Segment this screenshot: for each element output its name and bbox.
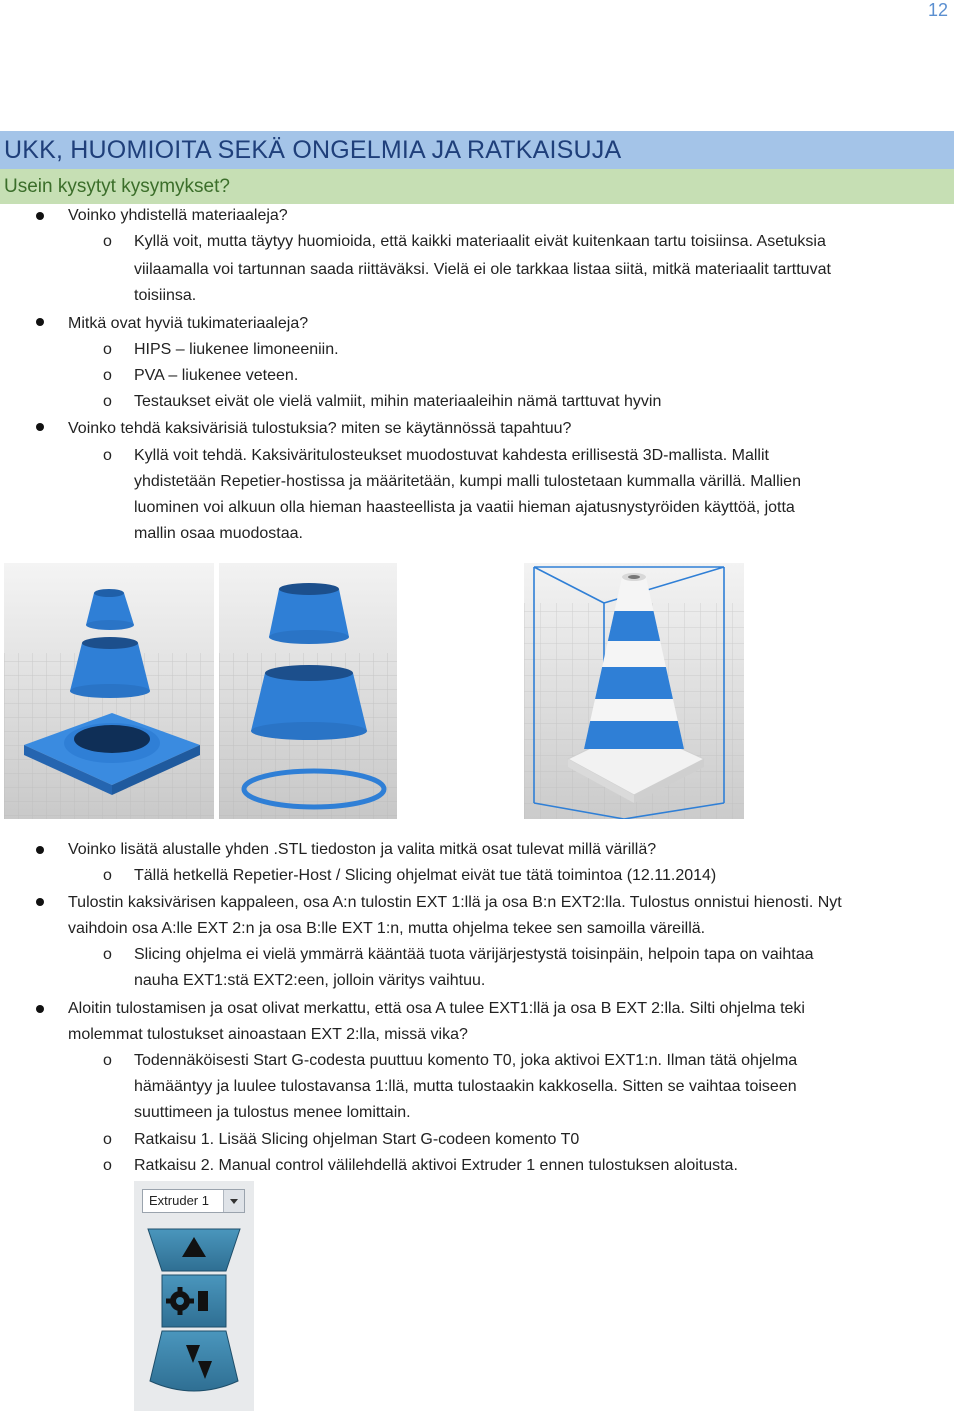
answer-line: Kyllä voit, mutta täytyy huomioida, että kaikki materiaalit eivät kuitenkaan tartu toisiinsa. Asetuksia (134, 233, 826, 250)
bullet-dot (36, 1005, 44, 1013)
sub-bullet: o (103, 447, 112, 464)
bullet-dot (36, 846, 44, 854)
question-line: Voinko lisätä alustalle yhden .STL tiedoston ja valita mitkä osat tulevat millä värillä? (68, 841, 657, 858)
answer-line: Testaukset eivät ole vielä valmiit, mihin materiaaleihin nämä tarttuvat hyvin (134, 393, 662, 410)
question-line: Voinko yhdistellä materiaaleja? (68, 207, 288, 224)
bullet-dot (36, 898, 44, 906)
chevron-down-icon[interactable] (223, 1190, 244, 1212)
answer-line: suuttimeen ja tulostus menee lomittain. (134, 1104, 411, 1121)
sub-bullet: o (103, 233, 112, 250)
section-subtitle: Usein kysytyt kysymykset? (4, 176, 230, 197)
cone-parts-image-1 (4, 563, 214, 819)
answer-line: mallin osaa muodostaa. (134, 525, 303, 542)
answer-line: Kyllä voit tehdä. Kaksiväritulosteukset muodostuvat kahdesta erillisestä 3D-mallista. Mallit (134, 447, 769, 464)
answer-line: Ratkaisu 2. Manual control välilehdellä aktivoi Extruder 1 ennen tulostuksen aloitusta. (134, 1157, 738, 1174)
answer-line: PVA – liukenee veteen. (134, 367, 299, 384)
sub-bullet: o (103, 867, 112, 884)
sub-bullet: o (103, 341, 112, 358)
question-line: Voinko tehdä kaksivärisiä tulostuksia? miten se käytännössä tapahtuu? (68, 420, 572, 437)
answer-line: HIPS – liukenee limoneeniin. (134, 341, 339, 358)
cone-parts-render-2 (219, 563, 397, 819)
cone-striped-render (524, 563, 744, 819)
sub-bullet: o (103, 367, 112, 384)
question-line: molemmat tulostukset ainoastaan EXT 2:lla, missä vika? (68, 1026, 468, 1043)
answer-line: Slicing ohjelma ei vielä ymmärrä kääntää tuota värijärjestystä toisinpäin, helpoin tapa on vaihtaa (134, 946, 814, 963)
question-line: Mitkä ovat hyviä tukimateriaaleja? (68, 315, 309, 332)
bullet-dot (36, 423, 44, 431)
extruder-select[interactable] (142, 1189, 245, 1213)
extruder-select-value: Extruder 1 (149, 1193, 209, 1208)
answer-line: viilaamalla voi tartunnan saada riittäväksi. Vielä ei ole tarkkaa listaa siitä, mitkä materiaalit tarttuvat (134, 261, 831, 278)
sub-bullet: o (103, 1157, 112, 1174)
bullet-dot (36, 212, 44, 220)
extruder-control-panel (134, 1181, 254, 1411)
section-heading (0, 131, 954, 169)
answer-line: Ratkaisu 1. Lisää Slicing ohjelman Start G-codeen komento T0 (134, 1131, 580, 1148)
answer-line: Tällä hetkellä Repetier-Host / Slicing ohjelmat eivät tue tätä toimintoa (12.11.2014) (134, 867, 717, 884)
sub-bullet: o (103, 1131, 112, 1148)
bullet-dot (36, 318, 44, 326)
page-number: 12 (927, 0, 948, 20)
question-line: Aloitin tulostamisen ja osat olivat merkattu, että osa A tulee EXT1:llä ja osa B EXT 2:lla. Silti ohjelma teki (68, 1000, 805, 1017)
jog-down-button (150, 1331, 238, 1391)
section-title: UKK, HUOMIOITA SEKÄ ONGELMIA JA RATKAISUJA (4, 136, 622, 164)
question-line: vaihdoin osa A:lle EXT 2:n ja osa B:lle EXT 1:n, mutta ohjelma tekee sen samoilla väreillä. (68, 920, 706, 937)
cone-parts-render-1 (4, 563, 214, 819)
answer-line: nauha EXT1:stä EXT2:een, jolloin väritys vaihtuu. (134, 972, 486, 989)
cone-parts-image-2 (219, 563, 397, 819)
jog-control-dial (134, 1221, 254, 1411)
sub-bullet: o (103, 1052, 112, 1069)
answer-line: toisiinsa. (134, 287, 197, 304)
answer-line: luominen voi alkuun olla hieman haasteellista ja vaatii hieman ajatusnystyröiden käyttöä, jotta (134, 499, 795, 516)
question-line: Tulostin kaksivärisen kappaleen, osa A:n tulostin EXT 1:llä ja osa B:n EXT2:lla. Tulostus onnistui hienosti. Nyt (68, 894, 842, 911)
cone-striped-image (524, 563, 744, 819)
answer-line: yhdistetään Repetier-hostissa ja määritetään, kumpi malli tulostetaan kummalla värillä. Mallien (134, 473, 801, 490)
answer-line: Todennäköisesti Start G-codesta puuttuu komento T0, joka aktivoi EXT1:n. Ilman tätä ohjelma (134, 1052, 798, 1069)
sub-bullet: o (103, 393, 112, 410)
section-subheading (0, 169, 954, 204)
sub-bullet: o (103, 946, 112, 963)
answer-line: hämääntyy ja luulee tulostavansa 1:llä, mutta tulostaakin kakkosella. Sitten se vaihtaa toiseen (134, 1078, 797, 1095)
